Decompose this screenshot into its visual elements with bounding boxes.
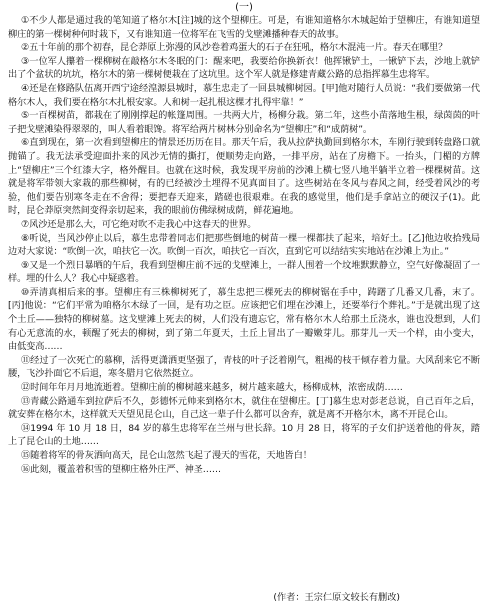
paragraph-5: ⑤一百棵树苗，都栽在了刚刚撑起的帐篷周围。一共两大片，杨柳分栽。第二年，这些小苗落地生根，绿茵茵的叶子把戈壁滩染得翠翠的，叫人看着眼馋。将军给两片树林分别命名为“望柳庄”和“成荫树”。	[8, 110, 480, 135]
paragraph-7: ⑦风沙还是那么大，可它绝对吹不走我心中这春天的世界。	[21, 218, 257, 230]
author-attribution: (作者：王宗仁原文较长有删改)	[273, 592, 400, 603]
paragraph-16: ⑯此刻，覆盖着积雪的望柳庄格外庄严、神圣……	[21, 463, 221, 475]
paragraph-2: ②五十年前的那个初春，昆仑莽原上弥漫的风沙卷着鸡蛋大的石子在狂吼，格尔木混沌一片。春天在哪里？	[21, 42, 448, 54]
paragraph-11: ⑪经过了一次死亡的慕柳，活得更潇洒更坚强了，青枝的叶子泛着刚气，粗褐的枝干倾存着力量。大风刮来它不断腰，飞沙扑面它不后退，寒冬腊月它依然挺立。	[8, 354, 480, 380]
paragraph-12: ⑫时间年年月月地流逝着。望柳庄前的柳树越来越多，树片越来越大，杨柳成林，浓密成荫……	[21, 382, 403, 394]
paragraph-9: ⑨又是一个烈日暴晒的午后，我看到望柳庄前不远的戈壁滩上，一群人围着一个坟堆默默静立，空气好像凝固了一样。埋的什么人？我心中疑惑着。	[8, 259, 480, 285]
paragraph-14: ⑭1994 年 10 月 18 日，84 岁的慕生忠将军在兰州与世长辞。10 月 28 日，将军的子女们护送着他的骨灰，踏上了昆仑山的土地……	[8, 422, 480, 448]
paragraph-8: ⑧听说，当风沙停止以后，慕生忠带着同志们把那些倒地的树苗一棵一棵都扶了起来，培好土。[乙]他边收拾残局边对大家说：“吹倒一次，咱扶它一次。吹倒一百次，咱扶它一百次，直到它可以结结实实地站在沙滩上为止。”	[8, 232, 480, 258]
paragraph-10: ⑩弄清真相后来的事。望柳庄有三株柳树死了，慕生忠把三棵死去的柳树锯在手中，踌躇了几番又几番，末了。[丙]他说：“它们平常为咱格尔木绿了一回，是有功之臣。应该把它们埋在沙滩上，还要举行个葬礼。”于是就出现了这个土丘——独特的柳树墓。这戈壁滩上死去的树，人们没有遗忘它，常有格尔木人给那土丘浇水，谁也没想到，人们有心无意流的水，顿醒了死去的柳树，到了第二年夏天，土丘上冒出了一瓣嫩芽儿。那芽儿一天一个样，由小变大，由低变高……	[8, 286, 480, 353]
section-title: (一)	[235, 2, 253, 13]
paragraph-1: ①不少人都是通过我的笔知道了格尔木[注]城的这个望柳庄。可是，有谁知道格尔木城起始于望柳庄，有谁知道望柳庄的第一棵树种何时栽下，又有谁知道一位将军在飞雪的戈壁滩播种春天的故事。	[8, 15, 480, 40]
paragraph-13: ⑬青藏公路通车到拉萨后不久，彭德怀元帅来到格尔木，就住在望柳庄。[丁]慕生忠对彭老总说，自己百年之后，就安葬在格尔木，这样就天天望见昆仑山，自己这一辈子什么都可以舍弃，就是离不开格尔木，离不开昆仑山。	[8, 395, 480, 421]
paragraph-3: ③一位军人攥着一棵柳树在敲格尔木冬眠的门：醒来吧，我要给你换新衣！他挥锹铲土，一锹铲下去，沙地上就铲出了个盆状的坑坑，格尔木的第一棵树便栽在了这坑里。这个军人就是修建青藏公路的总指挥慕生忠将军。	[8, 55, 480, 81]
paragraph-15: ⑮随着将军的骨灰洒向高天，昆仑山忽然飞起了漫天的雪花，天地皆白！	[21, 450, 312, 461]
paragraph-4: ④还是在修路队伍离开西宁途经湟源县城时，慕生忠走了一回县城柳树园。[甲]他对随行人员说：“我们要做第一代格尔木人，我们要在格尔木扎根安家。人和树一起扎根这棵才扎得牢靠！”	[8, 82, 480, 108]
article-body	[8, 14, 480, 476]
paragraph-6: ⑥直到现在，第一次看到望柳庄的情景还历历在目。那天午后，我从拉萨执勤回到格尔木，车刚行驶到转盘路口就抛锚了。我无法承受迎面扑来的风沙无情的撕打，便顺势走向路，一排平房，站在了房檐下。一抬头，门楣的方牌上“望柳庄”三个红漆大字，格外醒目。也就在这时候，我发现平房前的沙滩上横七竖八地半躺半立着一棵棵树苗。这就是将军带领大家栽的那些柳树，有的已经被沙土埋得不见真面目了。这些树站在冬风与春风之间，经受着风沙的考验，他们要告别寒冬走在不舍得；要把春天迎来，踏磋也很艰难。在我的感觉里，他们是手拿站立的硬汉子(1)。此时，昆仑莽原突然间变得亲切起来，我的眼前仿佛绿树成荫，鲜花遍地。	[8, 137, 480, 217]
